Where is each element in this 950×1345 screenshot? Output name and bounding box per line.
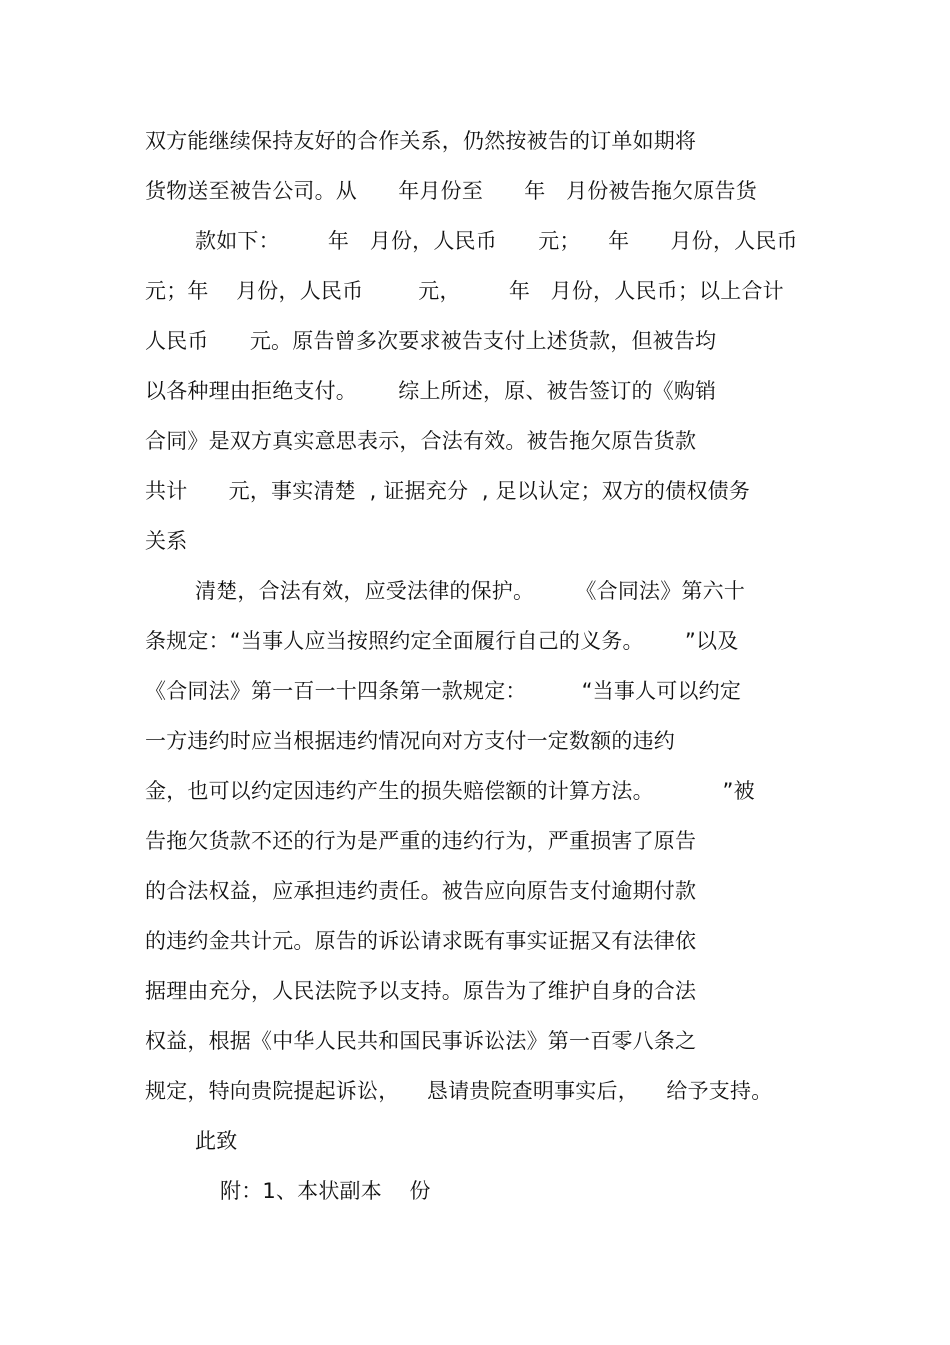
text-line: 金，也可以约定因违约产生的损失赔偿额的计算方法。 ”被 (145, 779, 755, 803)
text-line: 的合法权益，应承担违约责任。被告应向原告支付逾期付款 (145, 879, 697, 903)
text-line: 共计 元，事实清楚 , 证据充分 , 足以认定；双方的债权债务 (145, 479, 751, 503)
text-line: 双方能继续保持友好的合作关系，仍然按被告的订单如期将 (145, 129, 697, 153)
text-line: 元；年 月份，人民币 元， 年 月份，人民币；以上合计 (145, 279, 784, 303)
text-line: 一方违约时应当根据违约情况向对方支付一定数额的违约 (145, 729, 675, 753)
text-line: 款如下： 年 月份，人民币 元； 年 月份，人民币 (195, 229, 798, 253)
text-line: 清楚，合法有效，应受法律的保护。 《合同法》第六十 (195, 579, 746, 603)
text-line: 以各种理由拒绝支付。 综上所述，原、被告签订的《购销 (145, 379, 717, 403)
text-line: 关系 (145, 529, 188, 553)
text-line: 的违约金共计元。原告的诉讼请求既有事实证据又有法律依 (145, 929, 697, 953)
text-line: 权益，根据《中华人民共和国民事诉讼法》第一百零八条之 (145, 1029, 697, 1053)
text-line: 合同》是双方真实意思表示，合法有效。被告拖欠原告货款 (145, 429, 697, 453)
text-line: 据理由充分，人民法院予以支持。原告为了维护自身的合法 (145, 979, 697, 1003)
attachment-note: 附：1、本状副本 份 (220, 1179, 431, 1203)
text-line: 《合同法》第一百一十四条第一款规定： “当事人可以约定 (145, 679, 742, 703)
text-line: 告拖欠货款不还的行为是严重的违约行为，严重损害了原告 (145, 829, 697, 853)
closing-salutation: 此致 (195, 1129, 238, 1153)
text-line: 人民币 元。原告曾多次要求被告支付上述货款，但被告均 (145, 329, 717, 353)
text-line: 规定，特向贵院提起诉讼， 恳请贵院查明事实后， 给予支持。 (145, 1079, 773, 1103)
text-line: 货物送至被告公司。从 年月份至 年 月份被告拖欠原告货 (145, 179, 757, 203)
text-line: 条规定：“当事人应当按照约定全面履行自己的义务。 ”以及 (145, 629, 739, 653)
